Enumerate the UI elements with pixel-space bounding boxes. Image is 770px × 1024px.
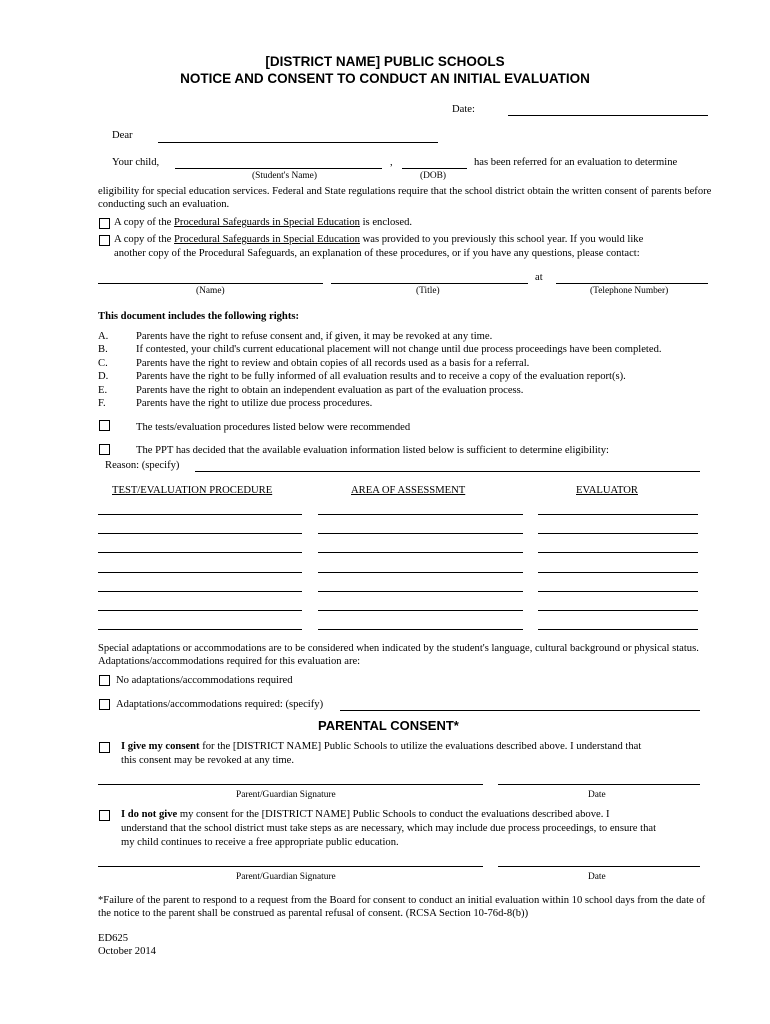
evaluator-field[interactable] <box>538 629 698 630</box>
no-adaptations-text: No adaptations/accommodations required <box>116 675 293 686</box>
safeguards-provided-checkbox[interactable] <box>99 235 110 246</box>
test-procedure-field[interactable] <box>98 591 302 592</box>
dob-field[interactable] <box>402 168 467 169</box>
evaluator-field[interactable] <box>538 572 698 573</box>
adaptations-required-checkbox[interactable] <box>99 699 110 710</box>
parent-name-field[interactable] <box>158 142 438 143</box>
right-letter: C. <box>98 357 108 369</box>
date-field-not-give[interactable] <box>498 866 700 867</box>
adaptations-specify-field[interactable] <box>340 710 700 711</box>
test-procedure-field[interactable] <box>98 629 302 630</box>
right-letter: E. <box>98 384 108 396</box>
date-field[interactable] <box>508 115 708 116</box>
ppt-decided-checkbox[interactable] <box>99 444 110 455</box>
area-assessment-field[interactable] <box>318 572 523 573</box>
student-name-field[interactable] <box>175 168 382 169</box>
no-adaptations-checkbox[interactable] <box>99 675 110 686</box>
right-letter: F. <box>98 398 106 409</box>
right-letter: B. <box>98 344 108 356</box>
evaluator-field[interactable] <box>538 514 698 515</box>
signature-field-give[interactable] <box>98 784 483 785</box>
signature-caption-give: Parent/Guardian Signature <box>236 790 336 800</box>
comma: , <box>390 157 393 168</box>
dob-caption: (DOB) <box>420 171 447 181</box>
col-area-assessment: AREA OF ASSESSMENT <box>351 485 466 496</box>
area-assessment-field[interactable] <box>318 591 523 592</box>
ppt-decided-text: The PPT has decided that the available evaluation information listed below is sufficient to determine eligibility: <box>136 445 609 456</box>
safeguards-enclosed-checkbox[interactable] <box>99 218 110 229</box>
not-give-consent-text: I do not give my consent for the [DISTRICT NAME] Public Schools to conduct the evaluations described above. I <box>121 809 610 820</box>
safeguards-enclosed-text: A copy of the Procedural Safeguards in Special Education is enclosed. <box>114 217 413 228</box>
right-text: Parents have the right to utilize due process procedures. <box>136 398 373 409</box>
title-caption: (Title) <box>416 286 440 296</box>
district-title: [DISTRICT NAME] PUBLIC SCHOOLS <box>265 54 505 69</box>
right-text: If contested, your child's current educational placement will not change until due process proceedings have been completed. <box>136 344 662 356</box>
contact-phone-field[interactable] <box>556 283 708 284</box>
evaluator-field[interactable] <box>538 610 698 611</box>
rights-heading: This document includes the following rights: <box>98 311 300 322</box>
give-consent-text-line2: this consent may be revoked at any time. <box>121 755 294 766</box>
not-give-consent-text-line3: my child continues to receive a free appropriate public education. <box>121 837 399 848</box>
form-title: NOTICE AND CONSENT TO CONDUCT AN INITIAL EVALUATION <box>180 71 590 86</box>
test-procedure-field[interactable] <box>98 533 302 534</box>
not-give-consent-text-line2: understand that the school district must take steps as are necessary, which may include due process proceedings, to ensure that <box>121 823 657 834</box>
date-caption-give: Date <box>588 790 606 800</box>
date-caption-not-give: Date <box>588 872 606 882</box>
safeguards-provided-text-line2: another copy of the Procedural Safeguards, an explanation of these procedures, or if you have any questions, please contact: <box>114 248 640 259</box>
adaptations-paragraph: Special adaptations or accommodations are to be considered when indicated by the student's language, cultural background or physical status. Adaptations/accommodations required for this evaluation are: <box>98 643 699 667</box>
right-text: Parents have the right to be fully informed of all evaluation results and to receive a copy of the evaluation report(s). <box>136 371 626 383</box>
evaluator-field[interactable] <box>538 552 698 553</box>
evaluator-field[interactable] <box>538 591 698 592</box>
right-letter: A. <box>98 331 109 342</box>
form-id: ED625 <box>98 933 129 944</box>
test-procedure-field[interactable] <box>98 552 302 553</box>
right-text: Parents have the right to obtain an independent evaluation as part of the evaluation process. <box>136 384 524 396</box>
test-procedure-field[interactable] <box>98 572 302 573</box>
parental-consent-heading: PARENTAL CONSENT* <box>318 718 459 733</box>
give-consent-checkbox[interactable] <box>99 742 110 753</box>
contact-title-field[interactable] <box>331 283 528 284</box>
dear-label: Dear <box>112 130 133 141</box>
test-procedure-field[interactable] <box>98 610 302 611</box>
referred-text: has been referred for an evaluation to determine <box>474 157 678 168</box>
col-evaluator: EVALUATOR <box>576 485 638 496</box>
recommended-text: The tests/evaluation procedures listed below were recommended <box>136 422 411 433</box>
student-name-caption: (Student's Name) <box>252 171 317 181</box>
safeguards-provided-text: A copy of the Procedural Safeguards in Special Education was provided to you previously this school year. If you would like <box>114 234 644 245</box>
give-consent-text: I give my consent for the [DISTRICT NAME] Public Schools to utilize the evaluations described above. I understand that <box>121 741 642 752</box>
at-label: at <box>535 272 543 283</box>
right-letter: D. <box>98 371 109 383</box>
not-give-consent-checkbox[interactable] <box>99 810 110 821</box>
phone-caption: (Telephone Number) <box>590 286 669 296</box>
evaluator-field[interactable] <box>538 533 698 534</box>
reason-field[interactable] <box>195 471 700 472</box>
area-assessment-field[interactable] <box>318 552 523 553</box>
area-assessment-field[interactable] <box>318 629 523 630</box>
footnote: *Failure of the parent to respond to a request from the Board for consent to conduct an initial evaluation within 10 school days from the date of the notice to the parent shall be construed as parental refusal of consent. (RCSA Section 10-76d-8(b)) <box>98 895 706 919</box>
date-label: Date: <box>452 104 475 115</box>
date-field-give[interactable] <box>498 784 700 785</box>
signature-field-not-give[interactable] <box>98 866 483 867</box>
area-assessment-field[interactable] <box>318 610 523 611</box>
contact-name-field[interactable] <box>98 283 323 284</box>
signature-caption-not-give: Parent/Guardian Signature <box>236 872 336 882</box>
reason-label: Reason: (specify) <box>105 460 180 471</box>
area-assessment-field[interactable] <box>318 533 523 534</box>
intro-paragraph: eligibility for special education services. Federal and State regulations require that the school district obtain the written consent of parents before conducting such an evaluation. <box>98 186 712 210</box>
right-text: Parents have the right to refuse consent and, if given, it may be revoked at any time. <box>136 331 493 342</box>
test-procedure-field[interactable] <box>98 514 302 515</box>
name-caption: (Name) <box>196 286 225 296</box>
area-assessment-field[interactable] <box>318 514 523 515</box>
recommended-checkbox[interactable] <box>99 420 110 431</box>
right-text: Parents have the right to review and obtain copies of all records used as a basis for a referral. <box>136 357 530 369</box>
form-date: October 2014 <box>98 946 156 957</box>
col-test-procedure: TEST/EVALUATION PROCEDURE <box>112 485 273 496</box>
adaptations-required-text: Adaptations/accommodations required: (specify) <box>116 699 324 710</box>
your-child-label: Your child, <box>112 157 160 168</box>
